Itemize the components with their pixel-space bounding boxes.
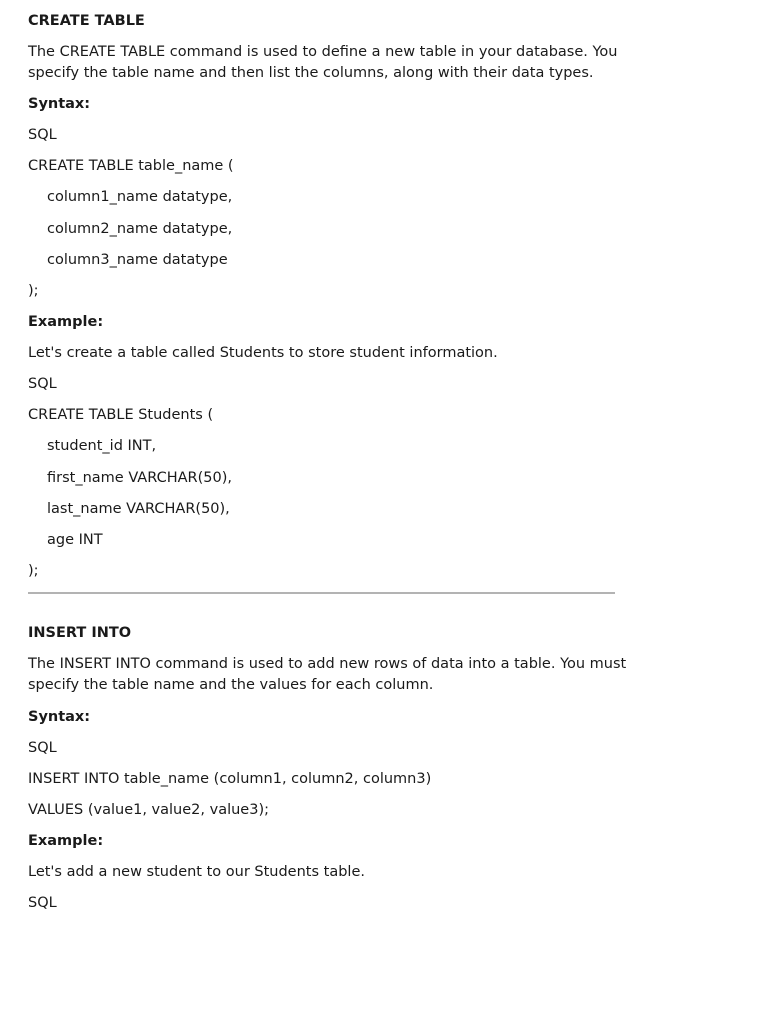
create-table-example-line-5: age INT [47, 532, 103, 548]
create-table-syntax-line-1: CREATE TABLE table_name ( [28, 158, 234, 174]
create-table-syntax-line-5: ); [28, 283, 39, 299]
create-table-example-text: Let's create a table called Students to store student information. [28, 345, 498, 361]
insert-into-syntax-lang: SQL [28, 740, 57, 756]
insert-into-heading: INSERT INTO [28, 625, 132, 641]
create-table-example-label: Example: [28, 314, 104, 330]
insert-into-syntax-label: Syntax: [28, 709, 91, 725]
create-table-example-line-6: ); [28, 563, 39, 579]
create-table-example-line-2: student_id INT, [47, 438, 157, 454]
create-table-example-line-1: CREATE TABLE Students ( [28, 407, 214, 423]
create-table-syntax-line-4: column3_name datatype [47, 252, 228, 268]
create-table-heading: CREATE TABLE [28, 13, 145, 29]
section-divider [28, 592, 615, 594]
insert-into-example-text: Let's add a new student to our Students table. [28, 864, 365, 880]
insert-into-syntax-line-2: VALUES (value1, value2, value3); [28, 802, 269, 818]
create-table-example-line-3: first_name VARCHAR(50), [47, 470, 232, 486]
create-table-syntax-label: Syntax: [28, 96, 91, 112]
insert-into-syntax-line-1: INSERT INTO table_name (column1, column2, column3) [28, 771, 432, 787]
create-table-syntax-line-2: column1_name datatype, [47, 189, 233, 205]
create-table-syntax-line-3: column2_name datatype, [47, 221, 233, 237]
create-table-example-lang: SQL [28, 376, 57, 392]
insert-into-description: The INSERT INTO command is used to add new rows of data into a table. You must specify the table name and the values for each column. [28, 656, 627, 693]
insert-into-example-label: Example: [28, 833, 104, 849]
create-table-syntax-lang: SQL [28, 127, 57, 143]
insert-into-example-lang: SQL [28, 895, 57, 911]
create-table-example-line-4: last_name VARCHAR(50), [47, 501, 230, 517]
create-table-description: The CREATE TABLE command is used to define a new table in your database. You specify the table name and then list the columns, along with their data types. [28, 44, 618, 81]
